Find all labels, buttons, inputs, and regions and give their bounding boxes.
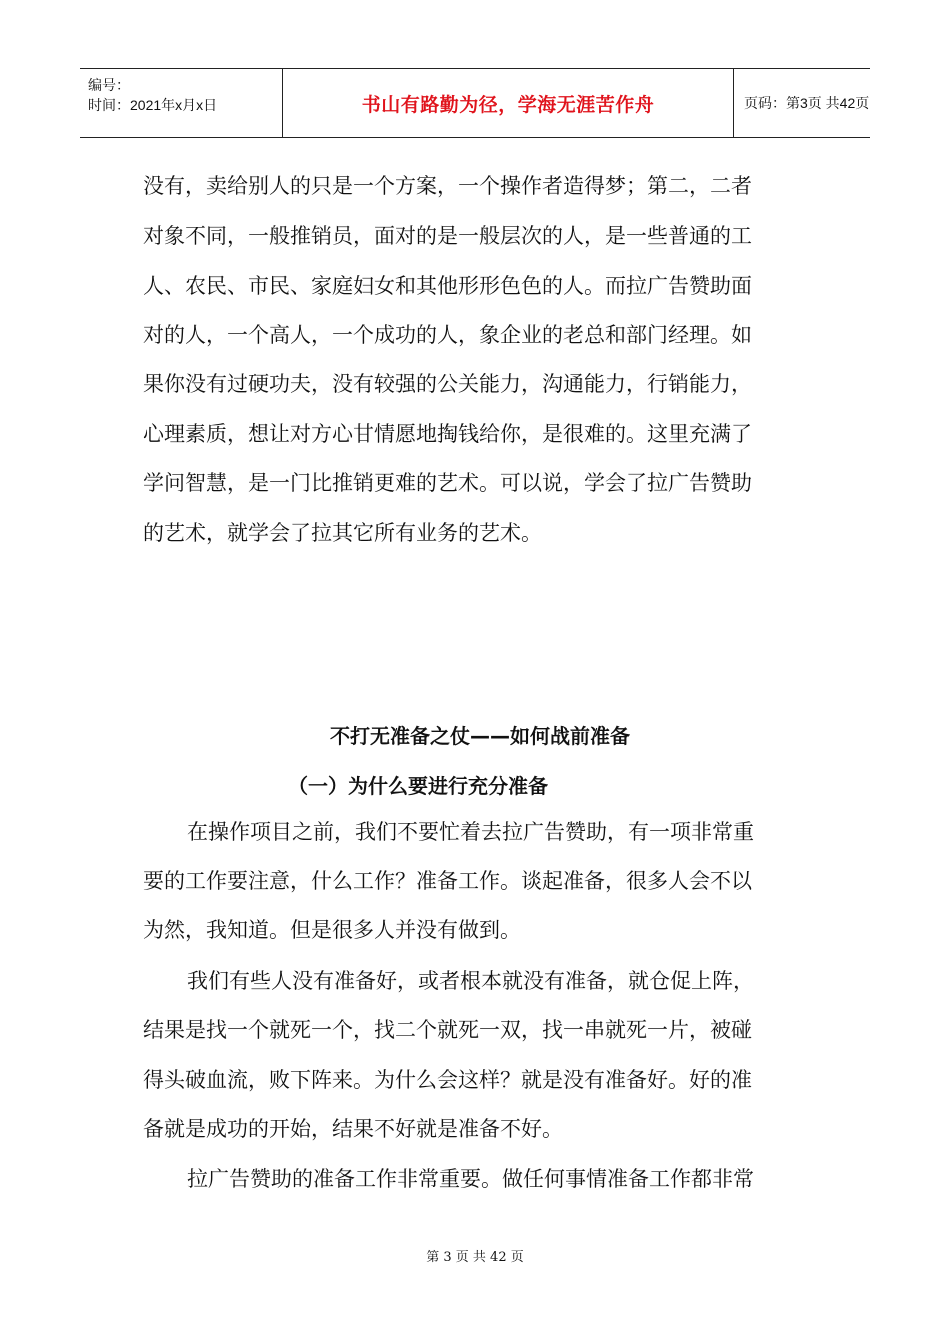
header-motto-cell (282, 69, 734, 137)
paragraph3-line: 我们有些人没有准备好，或者根本就没有准备，就仓促上阵， (187, 969, 754, 993)
paragraph1-line: 人、农民、市民、家庭妇女和其他形形色色的人。而拉广告赞助面 (143, 274, 752, 298)
paragraph1-line: 对的人，一个高人，一个成功的人，象企业的老总和部门经理。如 (143, 323, 752, 347)
header-meta (80, 69, 282, 137)
section-title: 不打无准备之仗——如何战前准备 (330, 724, 630, 748)
page-footer: 第 3 页 共 42 页 (426, 1250, 524, 1265)
subsection-title: （一）为什么要进行充分准备 (288, 774, 548, 798)
paragraph2-line: 为然，我知道。但是很多人并没有做到。 (143, 918, 521, 942)
paragraph3-line: 得头破血流，败下阵来。为什么会这样？就是没有准备好。好的准 (143, 1068, 752, 1092)
document-header (80, 68, 870, 138)
header-motto: 书山有路勤为径，学海无涯苦作舟 (361, 93, 655, 116)
paragraph1-line: 没有，卖给别人的只是一个方案，一个操作者造得梦；第二，二者 (143, 174, 752, 198)
paragraph1-line: 学问智慧，是一门比推销更难的艺术。可以说，学会了拉广告赞助 (143, 471, 752, 495)
number-label: 编号： (88, 77, 130, 93)
paragraph1-line: 对象不同，一般推销员，面对的是一般层次的人，是一些普通的工 (143, 224, 752, 248)
paragraph3-line: 结果是找一个就死一个，找二个就死一双，找一串就死一片，被碰 (143, 1018, 752, 1042)
paragraph2-line: 在操作项目之前，我们不要忙着去拉广告赞助，有一项非常重 (187, 820, 754, 844)
paragraph1-line: 心理素质，想让对方心甘情愿地掏钱给你，是很难的。这里充满了 (143, 422, 752, 446)
paragraph1-line: 的艺术，就学会了拉其它所有业务的艺术。 (143, 521, 542, 545)
paragraph1-line: 果你没有过硬功夫，没有较强的公关能力，沟通能力，行销能力， (143, 372, 752, 396)
header-page-info: 页码：第3页 共42页 (744, 95, 870, 111)
paragraph3-line: 备就是成功的开始，结果不好就是准备不好。 (143, 1117, 563, 1141)
paragraph4-line: 拉广告赞助的准备工作非常重要。做任何事情准备工作都非常 (187, 1167, 754, 1191)
time-label: 时间：2021年x月x日 (88, 97, 218, 113)
paragraph2-line: 要的工作要注意，什么工作？准备工作。谈起准备，很多人会不以 (143, 869, 752, 893)
